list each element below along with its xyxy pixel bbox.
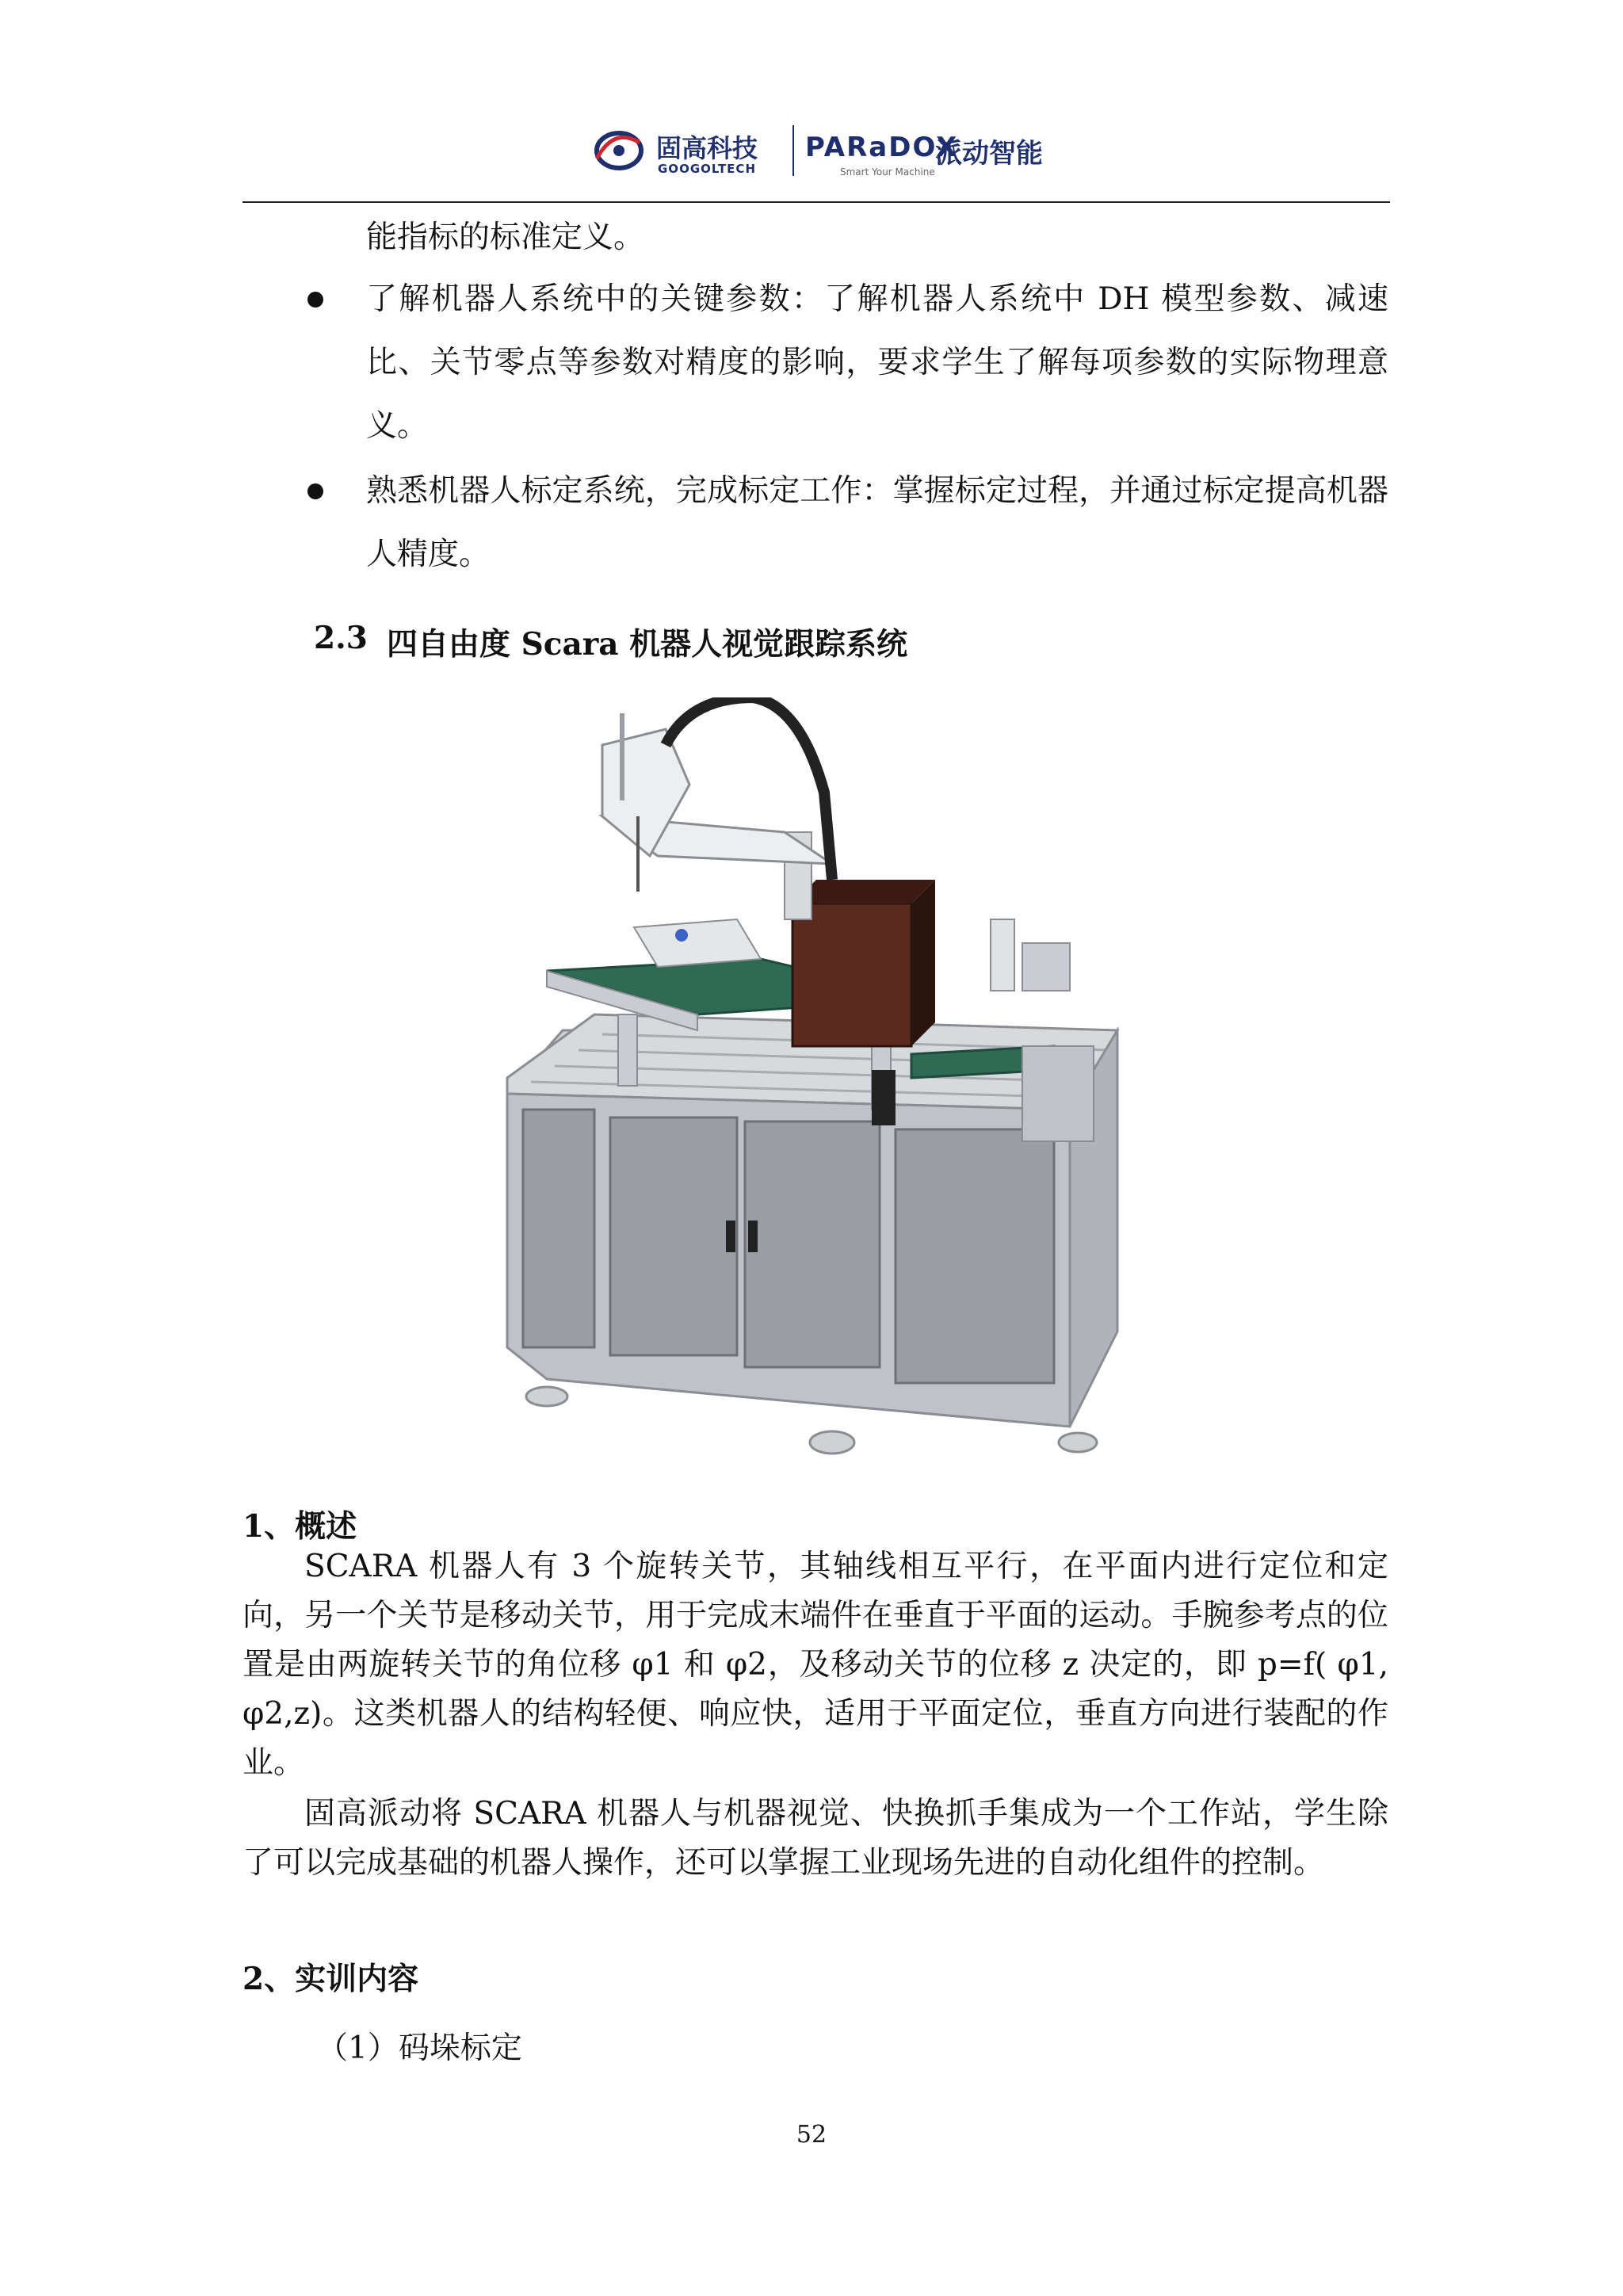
page-header <box>0 111 1623 190</box>
training-item-1: （1）码垛标定 <box>317 2030 522 2066</box>
logo-right-brand: PARaDOX <box>805 132 959 163</box>
bullet-dot-icon <box>307 292 323 308</box>
logo-divider <box>792 125 794 176</box>
scara-workstation-image <box>499 697 1133 1482</box>
logo-right-tagline: Smart Your Machine <box>840 166 935 178</box>
overview-heading: 1、概述 <box>242 1508 357 1545</box>
overview-paragraph-2: 固高派动将 SCARA 机器人与机器视觉、快换抓手集成为一个工作站，学生除了可以完成基础的机器人操作，还可以掌握工业现场先进的自动化组件的控制。 <box>242 1796 1388 1881</box>
overview-paragraph-1: SCARA 机器人有 3 个旋转关节，其轴线相互平行，在平面内进行定位和定向，另一个关节是移动关节，用于完成末端件在垂直于平面的运动。手腕参考点的位置是由两旋转关节的角位移 φ1 和 φ2，及移动关节的位移 z 决定的，即 p=f( φ1, φ2,z)。这类机器人的结构轻便、响应快，适用于平面定位，垂直方向进行装配的作业。 <box>242 1549 1388 1781</box>
logo-right-zh: 派动智能 <box>935 138 1043 170</box>
section-number: 2.3 <box>314 620 368 656</box>
page-number: 52 <box>796 2121 827 2149</box>
bullet-item-1: 了解机器人系统中的关键参数：了解机器人系统中 DH 模型参数、减速比、关节零点等参数对精度的影响，要求学生了解每项参数的实际物理意义。 <box>366 281 1388 444</box>
section-title: 四自由度 Scara 机器人视觉跟踪系统 <box>387 626 908 663</box>
training-heading: 2、实训内容 <box>242 1961 419 1997</box>
header-rule <box>242 201 1390 203</box>
bullet-dot-icon <box>307 483 323 499</box>
bullet-continued-line: 能指标的标准定义。 <box>366 220 645 255</box>
googoltech-logo-icon <box>590 127 646 174</box>
logo-left-en: GOOGOLTECH <box>658 162 756 176</box>
bullet-item-2: 熟悉机器人标定系统，完成标定工作：掌握标定过程，并通过标定提高机器人精度。 <box>366 473 1388 572</box>
logo-left-zh: 固高科技 <box>656 133 758 163</box>
